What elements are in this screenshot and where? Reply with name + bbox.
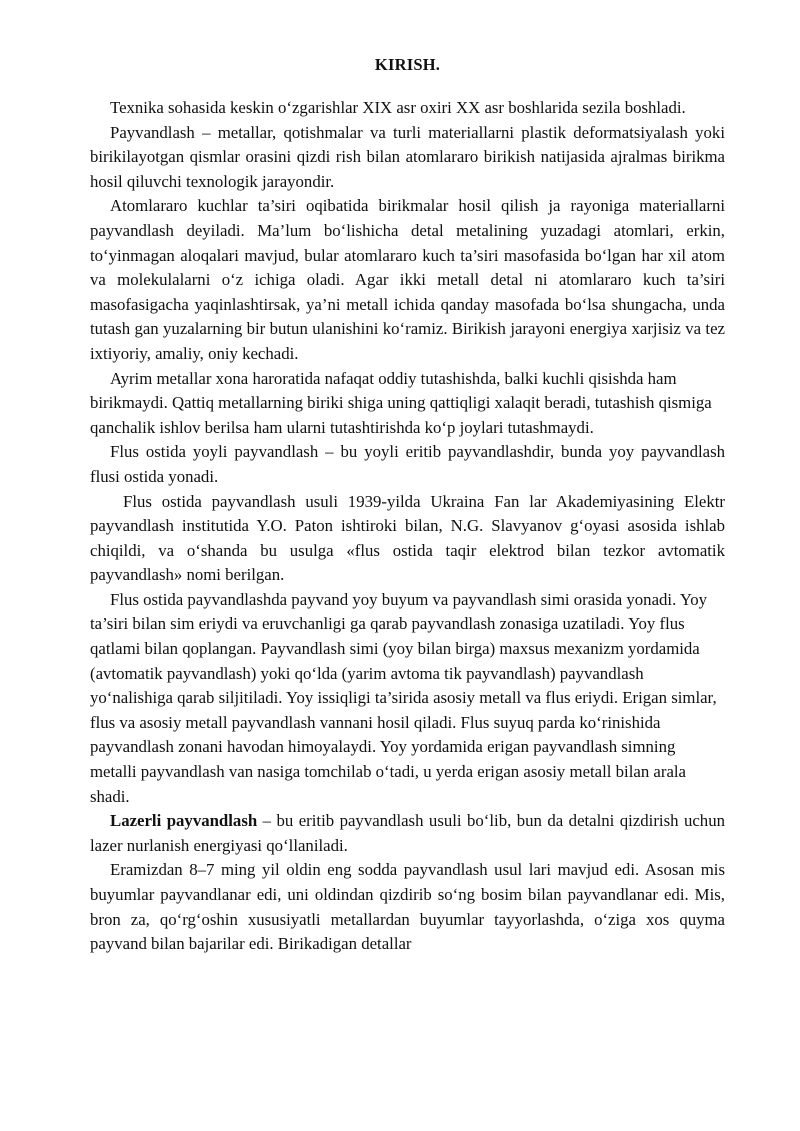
laser-welding-term: Lazerli payvandlash [110, 811, 258, 831]
paragraph-flux-arc: Flus ostida yoyli payvandlash – bu yoyli eritib payvandlashdir, bunda yoy payvandlash flusi ostida yonadi. [90, 442, 725, 486]
laser-welding-text: – bu eritib payvandlash usuli bo‘lib, bun da detalni qizdirish uchun lazer nurlanish energiyasi qo‘llaniladi. [90, 811, 725, 855]
paragraph-atomic-forces: Atomlararo kuchlar ta’siri oqibatida birikmalar hosil qilish ja rayoniga materiallarni payvandlash deyiladi. Ma’lum bo‘lishicha detal metalining yuzadagi atomlari, erkin, to‘yinmagan aloqalari mavjud, bular atomlararo kuch ta’siri masofasida bo‘lgan har xil atom va molekulalarni o‘z ichiga oladi. Agar ikki metall detal ni atomlararo kuch ta’siri masofasigacha yaqinlashtirsak, ya’ni metall ichida qanday masofada bo‘lsa shungacha, unda tutash gan yuzalarning bir butun ulanishini ko‘ramiz. Birikish jarayoni energiya xarjisiz va tez ixtiyoriy, amaliy, oniy kechadi. [90, 196, 725, 363]
paragraph-flux-history: Flus ostida payvandlash usuli 1939-yilda Ukraina Fan lar Akademiyasining Elektr payvandlash institutida Y.O. Paton ishtiroki bilan, N.G. Slavyanov g‘oyasi asosida ishlab chiqildi, va o‘shanda bu usulga «flus ostida taqir elektrod bilan tezkor avtomatik payvandlash» nomi berilgan. [90, 491, 725, 585]
paragraph-flux-process: Flus ostida payvandlashda payvand yoy buyum va payvandlash simi orasida yonadi. Yoy ta’siri bilan sim eriydi va eruvchanligi ga qarab payvandlash zonasiga uzatiladi. Yoy flus qatlami bilan qoplangan. Payvandlash simi (yoy bilan birga) maxsus mexanizm yordamida (avtomatik payvandlash) yoki qo‘lda (yarim avtoma tik payvandlash) payvandlash yo‘nalishiga qarab siljitiladi. Yoy issiqligi ta’sirida asosiy metall va flus eriydi. Erigan simlar, flus va asosiy metall payvandlash vannani hosil qiladi. Flus suyuq parda ko‘rinishida payvandlash zonani havodan himoyalaydi. Yoy yordamida erigan payvandlash simning metalli payvandlash van nasiga tomchilab o‘tadi, u yerda erigan asosiy metall bilan arala shadi. [90, 589, 717, 806]
document-page [90, 55, 725, 957]
paragraph-room-temperature: Ayrim metallar xona haroratida nafaqat oddiy tutashishda, balki kuchli qisishda ham birikmaydi. Qattiq metallarning biriki shiga uning qattiqligi xalaqit beradi, tutashish qismiga qanchalik ishlov berilsa ham ularni tutashtirishda ko‘p joylari tutashmaydi. [90, 368, 712, 437]
paragraph-welding-definition: Payvandlash – metallar, qotishmalar va turli materiallarni plastik deformatsiyalash yoki birikilayotgan qismlar orasini qizdi rish bilan atomlararo birikish natijasida ajralmas birikma hosil qiluvchi texnologik jarayondir. [90, 122, 725, 191]
paragraph-ancient-welding: Eramizdan 8–7 ming yil oldin eng sodda payvandlash usul lari mavjud edi. Asosan mis buyumlar payvandlanar edi, uni oldindan qizdirib so‘ng bosim bilan payvandlanar edi. Mis, bron za, qo‘rg‘oshin xususiyatli metallardan buyumlar tayyorlashda, o‘ziga xos quyma payvand bilan bajarilar edi. Birikadigan detallar [90, 860, 725, 954]
paragraph-intro: Texnika sohasida keskin o‘zgarishlar XIX asr oxiri XX asr boshlarida sezila boshladi. [110, 98, 686, 117]
paragraph-laser-welding [90, 809, 725, 858]
page-title: KIRISH. [374, 55, 441, 74]
